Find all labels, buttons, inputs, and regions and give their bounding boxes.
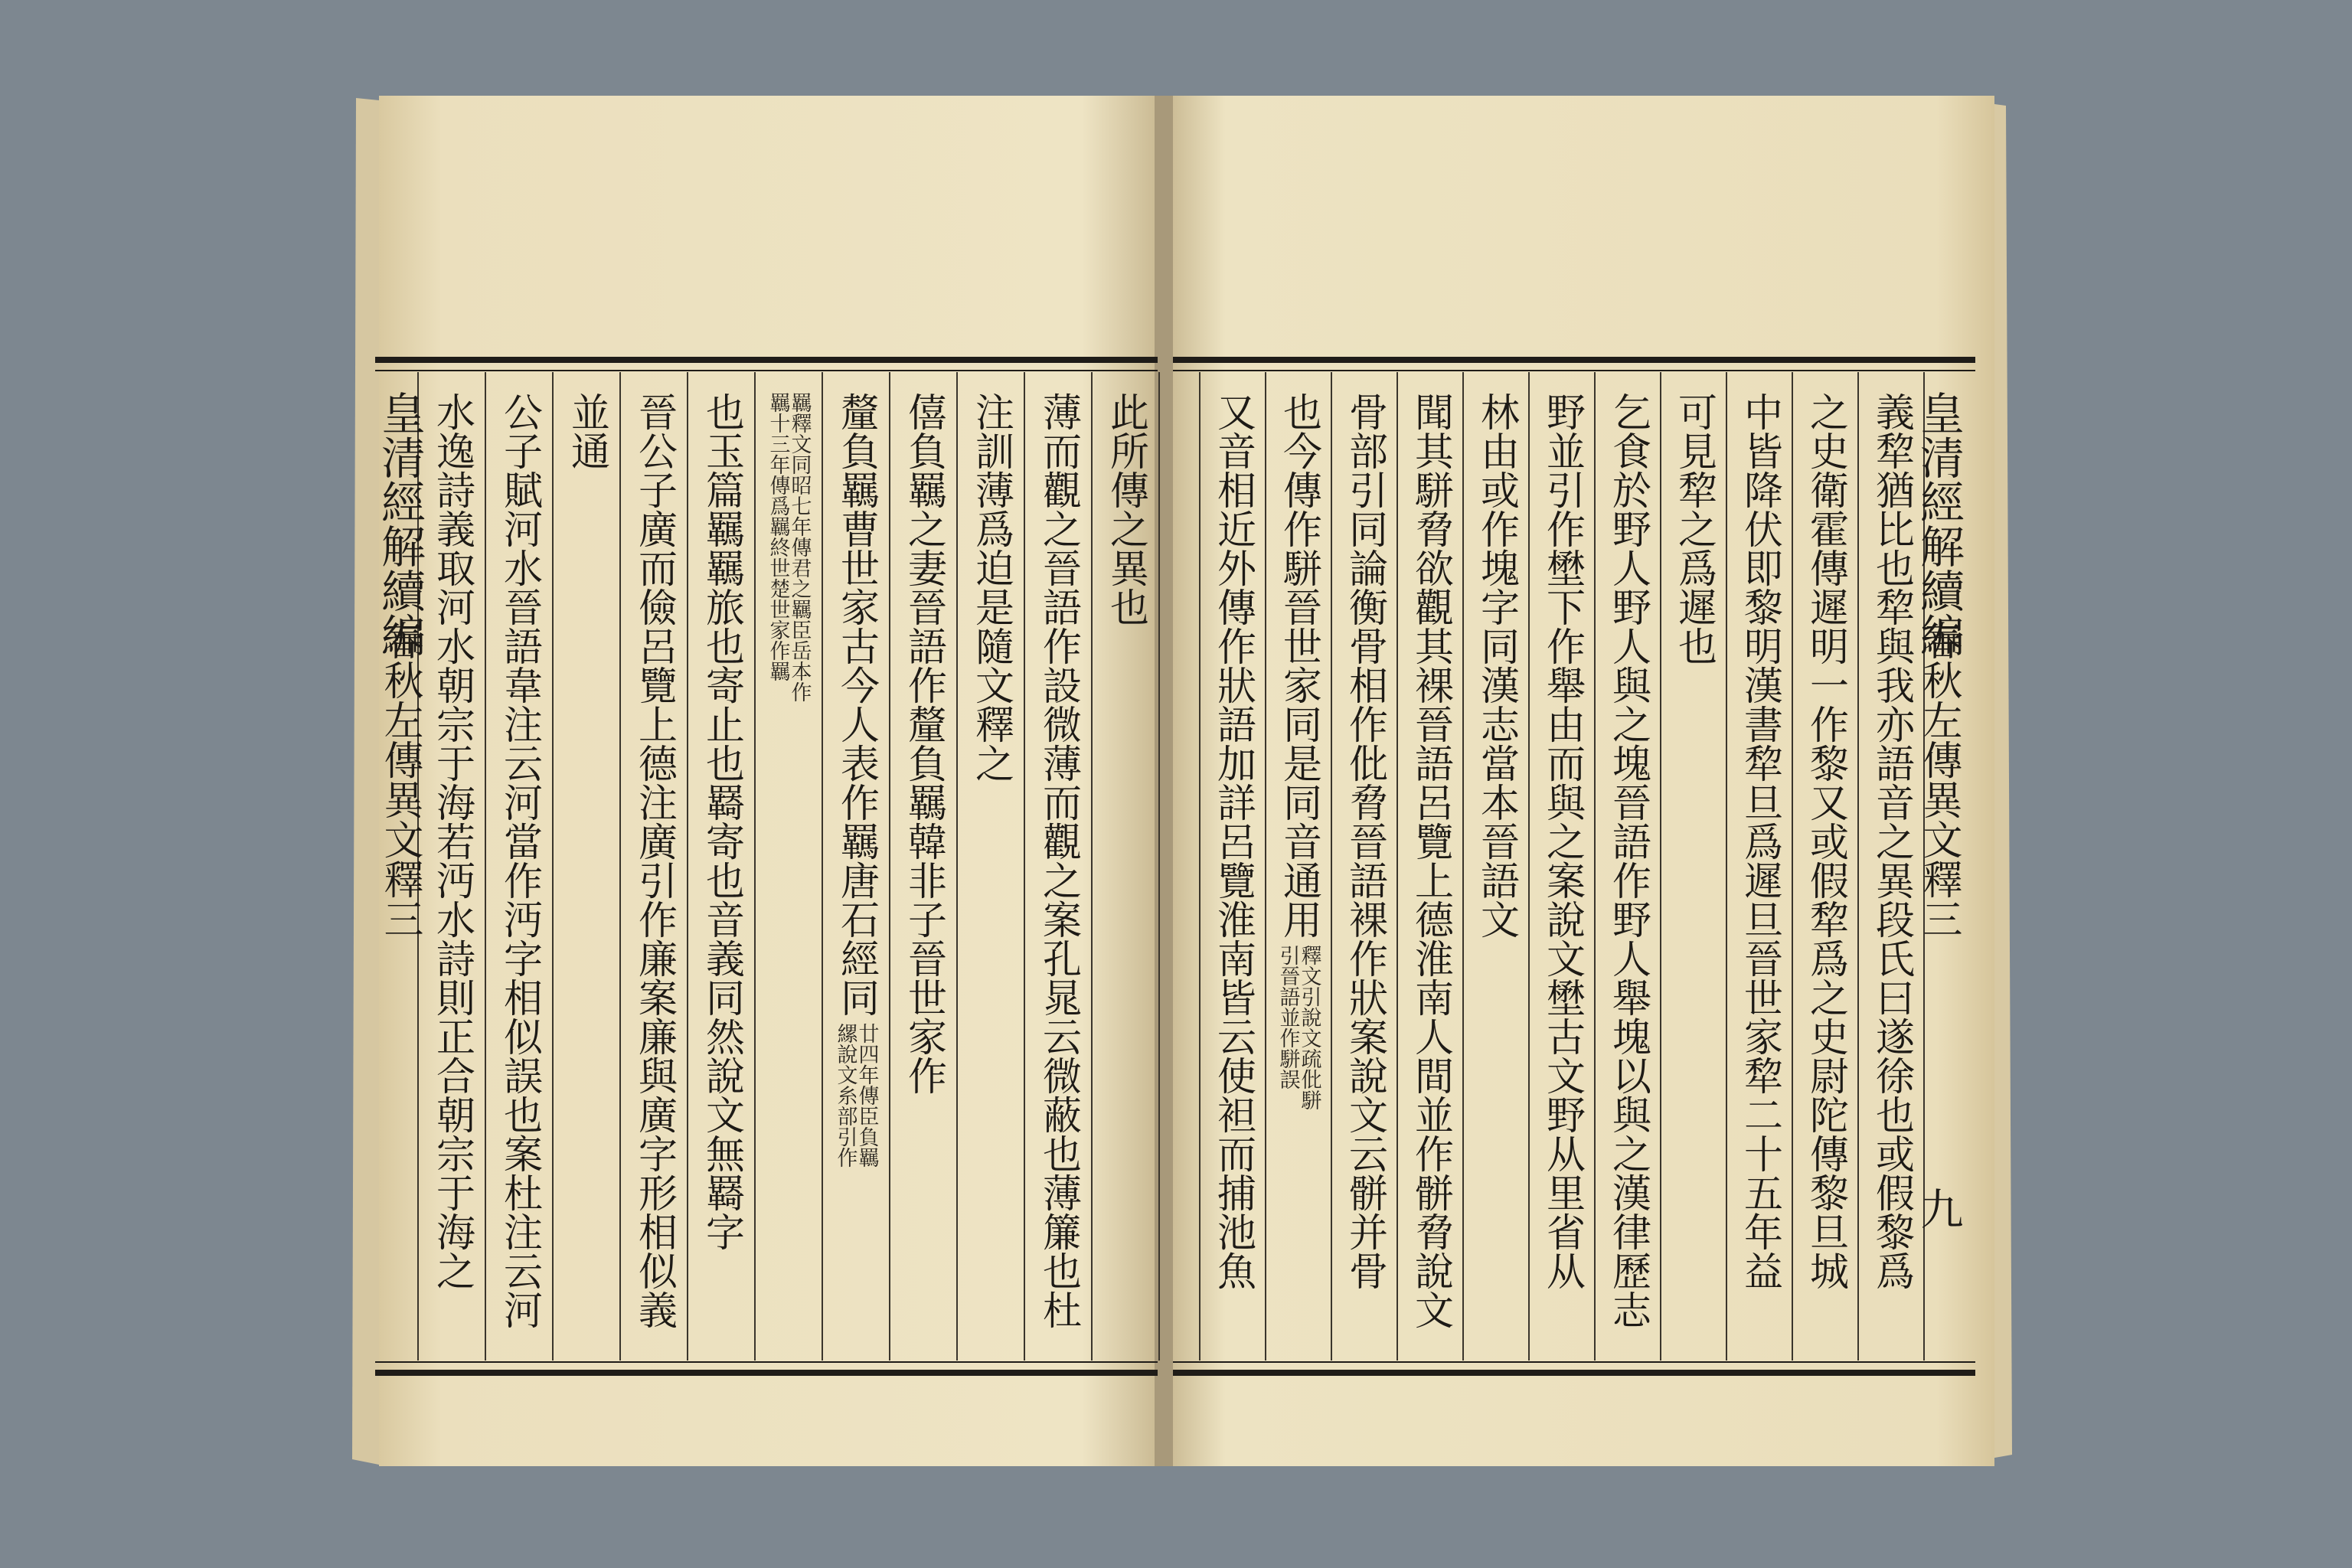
left-margin-title: 皇清經解續編 xyxy=(374,390,426,657)
text-column: 釐負羈曹世家古今人表作羈唐石經同 xyxy=(833,392,879,1017)
annotation-column: 引晉語並作駢誤 xyxy=(1276,945,1300,1089)
text-column: 水逸詩義取河水朝宗于海若沔水詩則正合朝宗于海之 xyxy=(429,392,475,1290)
text-column: 野並引作壄下作舉由而與之案說文壄古文野从里省从 xyxy=(1539,392,1585,1290)
text-column: 之史衛霍傳遲明一作黎又或假犂爲之史尉陀傳黎旦城 xyxy=(1802,392,1848,1290)
text-column: 公子賦河水晉語韋注云河當作沔字相似誤也案杜注云河 xyxy=(496,392,542,1329)
annotation-column: 釋文引說文疏仳駢 xyxy=(1297,945,1321,1110)
gutter xyxy=(1155,96,1173,1466)
text-column: 中皆降伏即黎明漢書犂旦爲遲旦晉世家犂二十五年益 xyxy=(1736,392,1782,1290)
book xyxy=(352,96,2012,1466)
text-column: 骨部引同論衡骨相作仳脅晉語裸作狀案說文云骿并骨 xyxy=(1341,392,1387,1290)
text-column: 也玉篇羈羈旅也寄止也羇寄也音義同然說文無羇字 xyxy=(698,392,744,1251)
text-column: 義犂猶比也犂與我亦語音之異段氏曰遂徐也或假黎爲 xyxy=(1868,392,1914,1290)
text-column: 林由或作塊字同漢志當本晉語文 xyxy=(1473,392,1519,939)
text-column: 僖負羈之妻晉語作釐負羈韓非子晉世家作 xyxy=(900,392,946,1095)
text-column: 聞其駢脅欲觀其裸晉語呂覽上德淮南人間並作骿脅說文 xyxy=(1407,392,1453,1329)
text-column: 薄而觀之晉語作設微薄而觀之案孔晁云微蔽也薄簾也杜 xyxy=(1035,392,1081,1329)
text-column: 也今傳作駢晉世家同是同音通用 xyxy=(1276,392,1321,939)
right-page-number: 九 xyxy=(1913,1187,1964,1230)
text-column: 並通 xyxy=(564,392,609,470)
text-column: 又音相近外傳作狀語加詳呂覽淮南皆云使袒而捕池魚 xyxy=(1210,392,1256,1290)
left-margin-subtitle: 春秋左傳異文釋三 xyxy=(377,620,423,939)
annotation-column: 縲說文糸部引作 xyxy=(833,1023,858,1168)
annotation-column: 羈釋文同昭七年傳君之羈臣岳本作 xyxy=(787,392,812,702)
right-margin-title: 皇清經解續編 xyxy=(1913,390,1965,657)
text-column: 注訓薄爲迫是隨文釋之 xyxy=(968,392,1014,782)
text-column: 此所傳之異也 xyxy=(1102,392,1148,626)
annotation-column: 羈十三年傳爲羈終世楚世家作羈 xyxy=(766,392,790,681)
annotation-column: 廿四年傳臣負羈 xyxy=(854,1023,879,1168)
right-margin-subtitle: 春秋左傳異文釋三 xyxy=(1916,620,1962,939)
text-column: 乞食於野人野人與之塊晉語作野人舉塊以與之漢律歷志 xyxy=(1605,392,1651,1329)
text-column: 晉公子廣而儉呂覽上德注廣引作廉案廉與廣字形相似義 xyxy=(631,392,677,1329)
text-column: 可見犂之爲遲也 xyxy=(1671,392,1717,665)
